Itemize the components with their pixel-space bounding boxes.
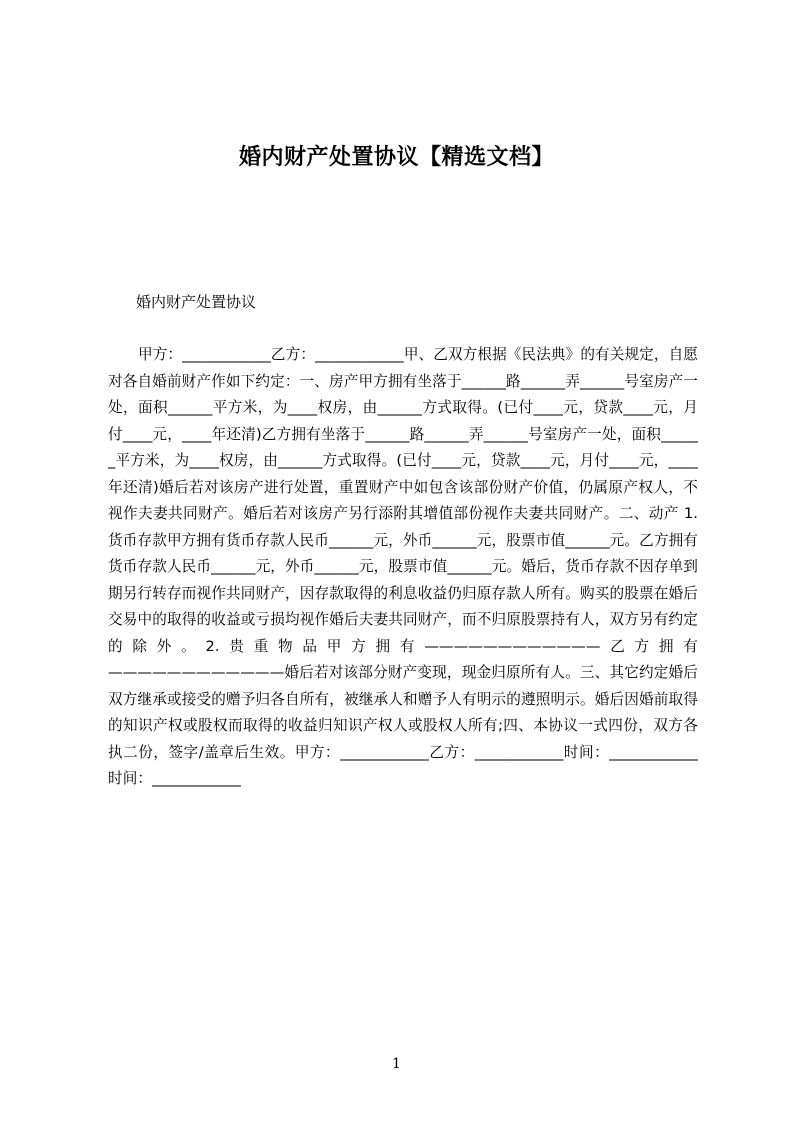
document-title: 婚内财产处置协议【精选文档】 [238, 145, 554, 170]
agreement-heading: 婚内财产处置协议 [136, 293, 257, 311]
page-number: 1 [392, 1056, 401, 1072]
agreement-body-text: 甲方：____________乙方：____________甲、乙双方根据《民法典》的有关规定，自愿对各自婚前财产作如下约定：一、房产甲方拥有坐落于______路______弄______号室房产一处，面积______平方米，为____权房，由______方式取得。(已付____元，贷款____元，月付____元，____年还清)乙方拥有坐落于______路______弄______号室房产一处，面积______平方米，为____权房，由______方式取得。(已付____元，贷款____元，月付____元，____年还清)婚后若对该房产进行处置，重置财产中如包含该部份财产价值，仍属原产权人，不视作夫妻共同财产。婚后若对该房产另行添附其增值部份视作夫妻共同财产。二、动产 1.货币存款甲方拥有货币存款人民币______元，外币______元，股票市值______元。乙方拥有货币存款人民币______元，外币______元，股票市值______元。婚后，货币存款不因存单到期另行转存而视作共同财产，因存款取得的利息收益仍归原存款人所有。购买的股票在婚后交易中的取得的收益或亏损均视作婚后夫妻共同财产，而不归原股票持有人，双方另有约定的除外。2.贵重物品甲方拥有————————————乙方拥有————————————婚后若对该部分财产变现，现金归原所有人。三、其它约定婚后双方继承或接受的赠予归各自所有，被继承人和赠予人有明示的遵照明示。婚后因婚前取得的知识产权或股权而取得的收益归知识产权人或股权人所有;四、本协议一式四份，双方各执二份，签字/盖章后生效。甲方：____________乙方：____________时间：____________时间：____________ [108, 346, 698, 787]
